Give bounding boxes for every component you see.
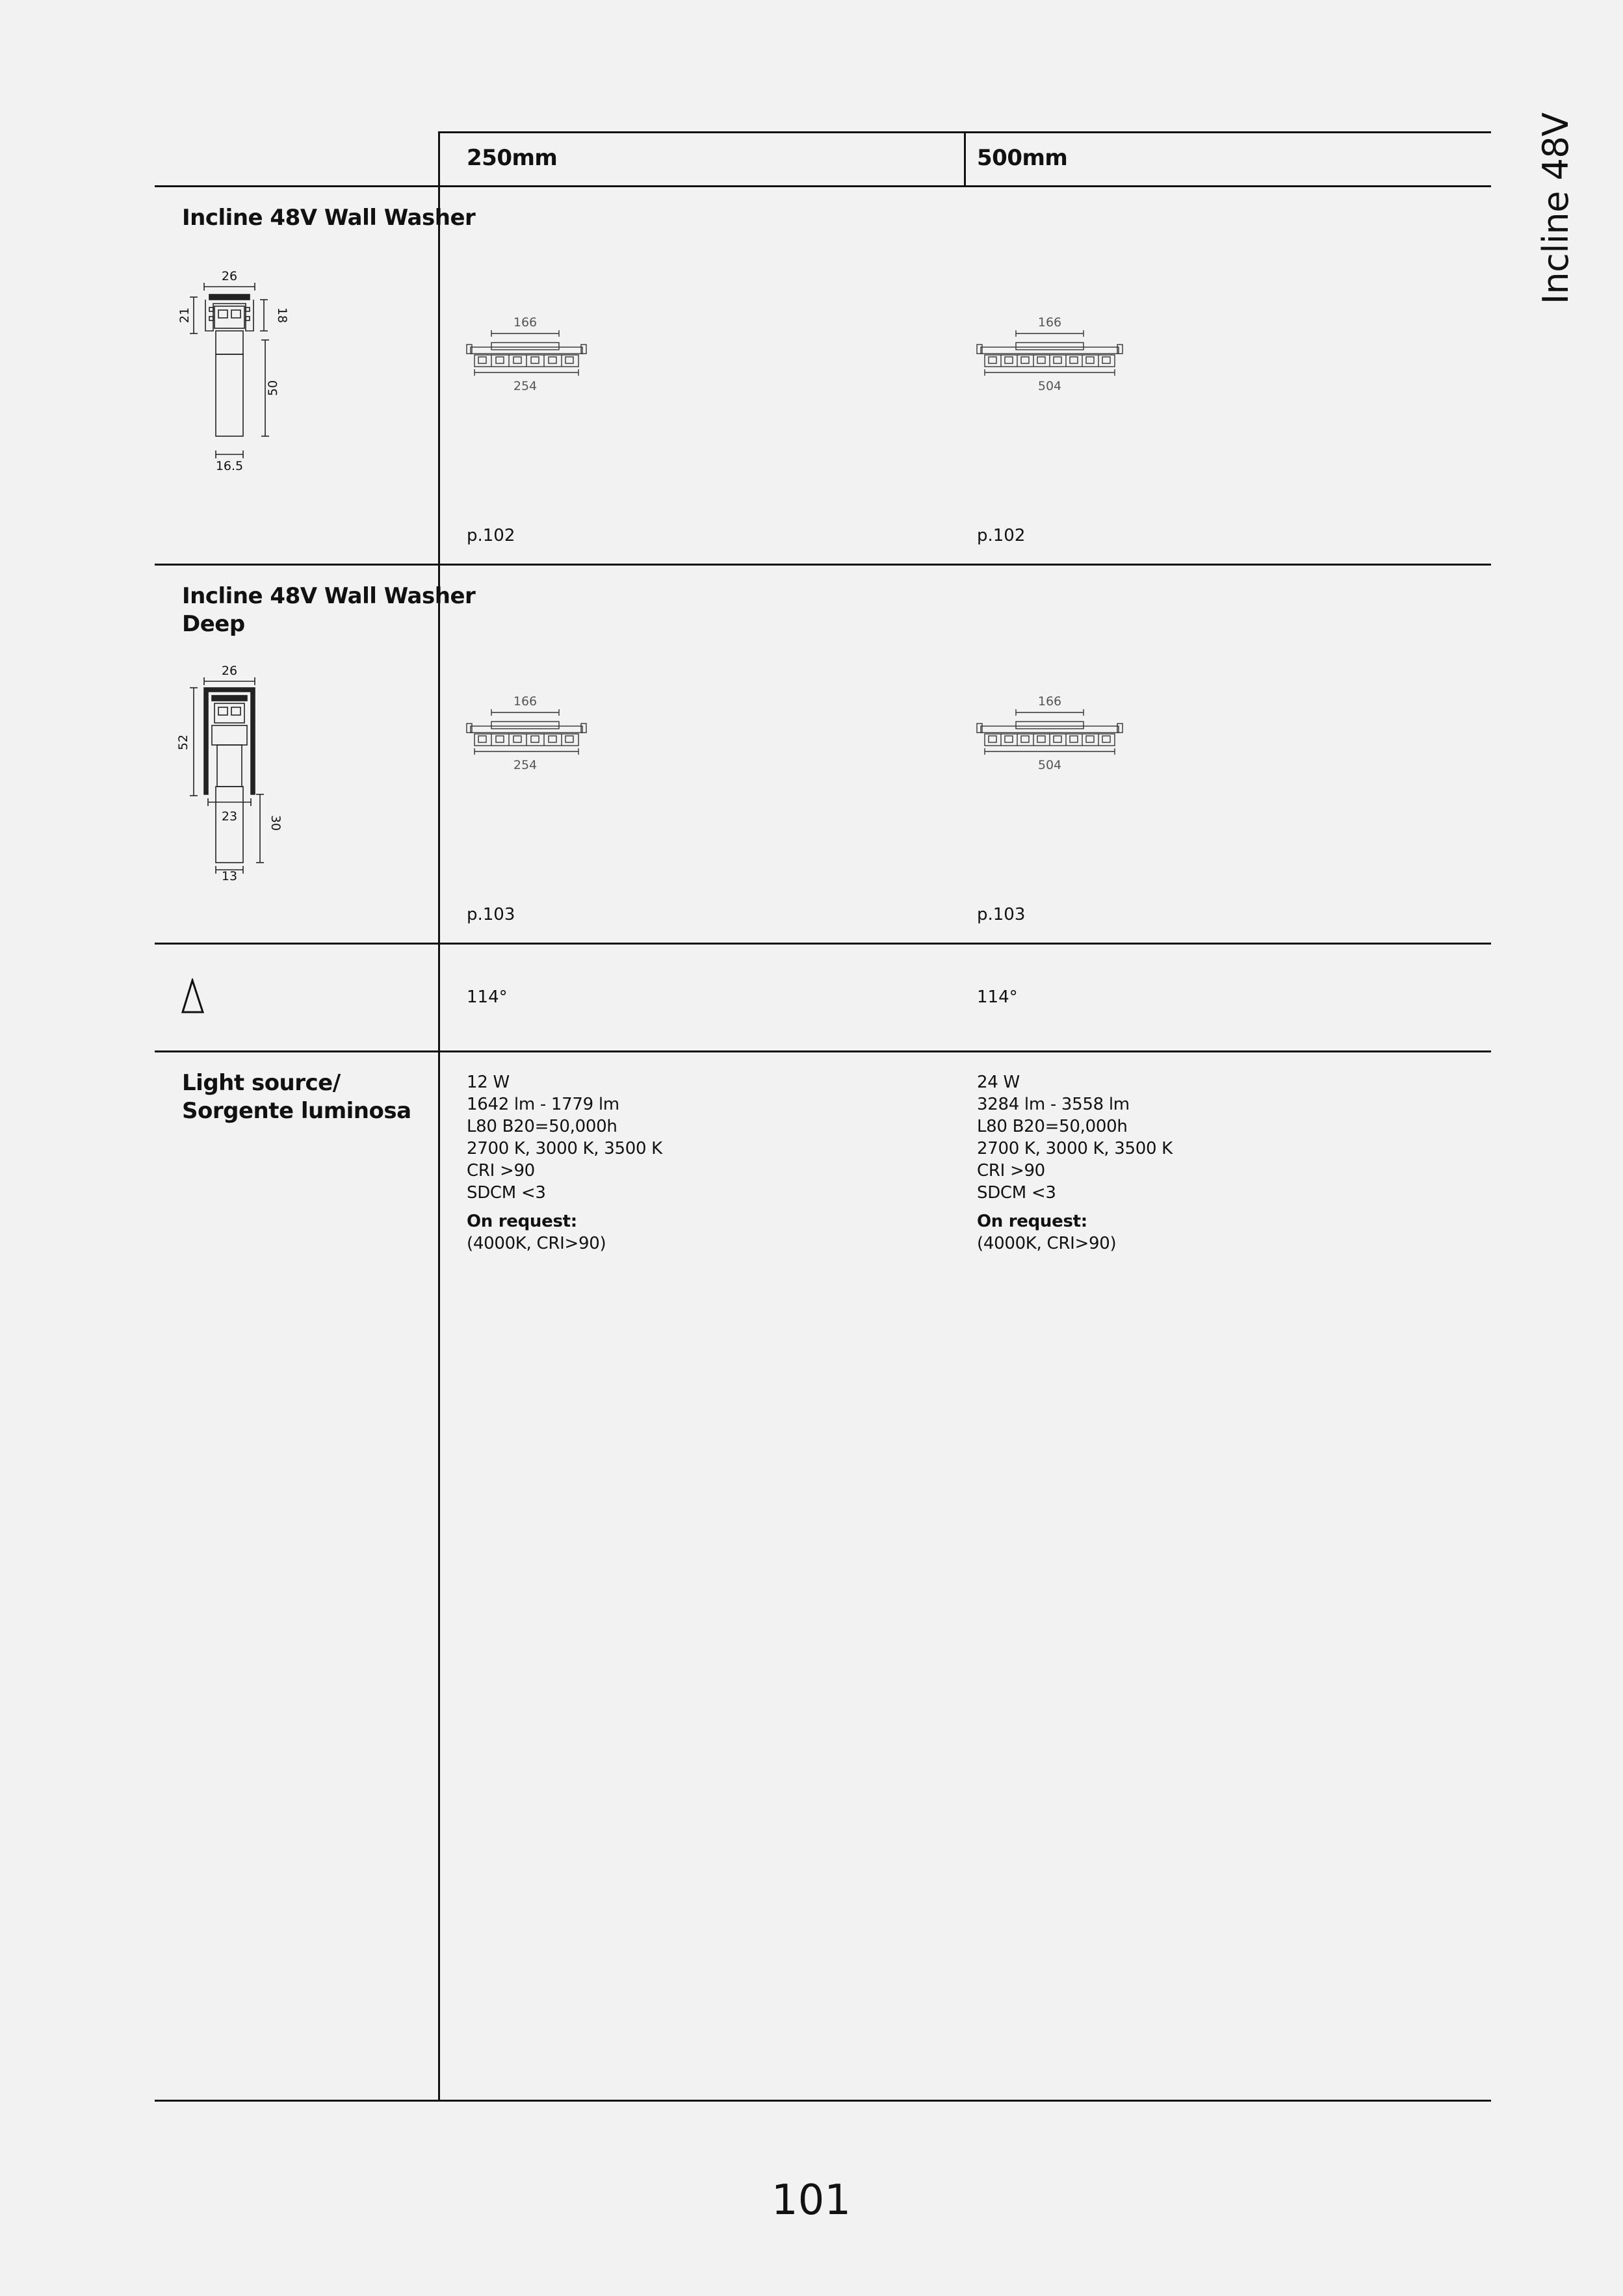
row-title-wall-washer-deep	[182, 582, 475, 638]
dim-bottom: 254	[513, 758, 538, 772]
light-source-250	[467, 1071, 662, 1255]
beam-angle-250: 114°	[467, 987, 508, 1007]
spec-lifetime: L80 B20=50,000h	[977, 1117, 1128, 1136]
page-ref-500-r1[interactable]: p.102	[977, 526, 1026, 545]
row-rule-3	[155, 1050, 1491, 1052]
row-title-light-source	[182, 1069, 411, 1125]
beam-angle-icon	[181, 978, 207, 1015]
spec-request-label: On request:	[467, 1212, 577, 1231]
dim-top-width: 26	[221, 269, 238, 283]
profile-drawing-wall-washer	[175, 263, 299, 478]
dim-top: 166	[1037, 315, 1062, 330]
dim-bottom: 254	[513, 379, 538, 393]
dim-top: 166	[1037, 694, 1062, 709]
spec-power: 12 W	[467, 1073, 510, 1092]
page-ref-500-r2[interactable]: p.103	[977, 905, 1026, 924]
dim-body-height: 30	[268, 815, 283, 831]
dim-bottom: 504	[1037, 379, 1062, 393]
dim-top: 166	[513, 694, 538, 709]
page-ref-250-r2[interactable]: p.103	[467, 905, 515, 924]
spec-request-value: (4000K, CRI>90)	[977, 1234, 1117, 1253]
spec-lumens: 3284 lm - 3558 lm	[977, 1095, 1130, 1114]
row-title-line-1: Incline 48V Wall Washer	[182, 583, 476, 609]
length-drawing-500-r2	[972, 691, 1128, 782]
spec-request-value: (4000K, CRI>90)	[467, 1234, 606, 1253]
profile-drawing-wall-washer-deep	[175, 658, 299, 885]
row-title-wall-washer: Incline 48V Wall Washer	[182, 205, 476, 231]
table-bottom-rule	[155, 2100, 1491, 2102]
dim-top: 166	[513, 315, 538, 330]
dim-left-height: 52	[176, 734, 190, 751]
side-title-text: Incline 48V	[1535, 112, 1576, 304]
length-drawing-250-r2	[461, 691, 591, 782]
dim-inner-width: 23	[221, 809, 238, 824]
header-bottom-rule	[155, 185, 1491, 187]
row-title-line-2: Sorgente luminosa	[182, 1098, 411, 1124]
row-title-line-2: Deep	[182, 611, 245, 637]
dim-bottom: 504	[1037, 758, 1062, 772]
spec-lumens: 1642 lm - 1779 lm	[467, 1095, 619, 1114]
column-rule-header	[964, 131, 966, 187]
column-rule-label	[438, 131, 440, 2102]
dim-body-height: 50	[266, 380, 280, 397]
page-ref-250-r1[interactable]: p.102	[467, 526, 515, 545]
spec-request-label: On request:	[977, 1212, 1087, 1231]
spec-lifetime: L80 B20=50,000h	[467, 1117, 617, 1136]
row-rule-1	[155, 564, 1491, 566]
spec-cct: 2700 K, 3000 K, 3500 K	[467, 1139, 662, 1158]
row-title-line-1: Light source/	[182, 1070, 341, 1096]
column-header-500: 500mm	[977, 145, 1068, 171]
beam-angle-500: 114°	[977, 987, 1018, 1007]
spec-sdcm: SDCM <3	[467, 1183, 546, 1203]
spec-power: 24 W	[977, 1073, 1020, 1092]
spec-cct: 2700 K, 3000 K, 3500 K	[977, 1139, 1173, 1158]
light-source-500	[977, 1071, 1173, 1255]
row-rule-2	[155, 943, 1491, 945]
length-drawing-250-r1	[461, 312, 591, 403]
spec-cri: CRI >90	[977, 1161, 1045, 1181]
spec-cri: CRI >90	[467, 1161, 535, 1181]
spec-sdcm: SDCM <3	[977, 1183, 1056, 1203]
dim-bottom-width: 13	[221, 869, 238, 883]
length-drawing-500-r1	[972, 312, 1128, 403]
page-number: 101	[771, 2176, 851, 2224]
dim-top-width: 26	[221, 664, 238, 678]
column-header-250: 250mm	[467, 145, 558, 171]
dim-right-height: 18	[275, 307, 289, 324]
dim-left-height: 21	[177, 307, 192, 324]
dim-bottom-width: 16.5	[215, 459, 244, 473]
